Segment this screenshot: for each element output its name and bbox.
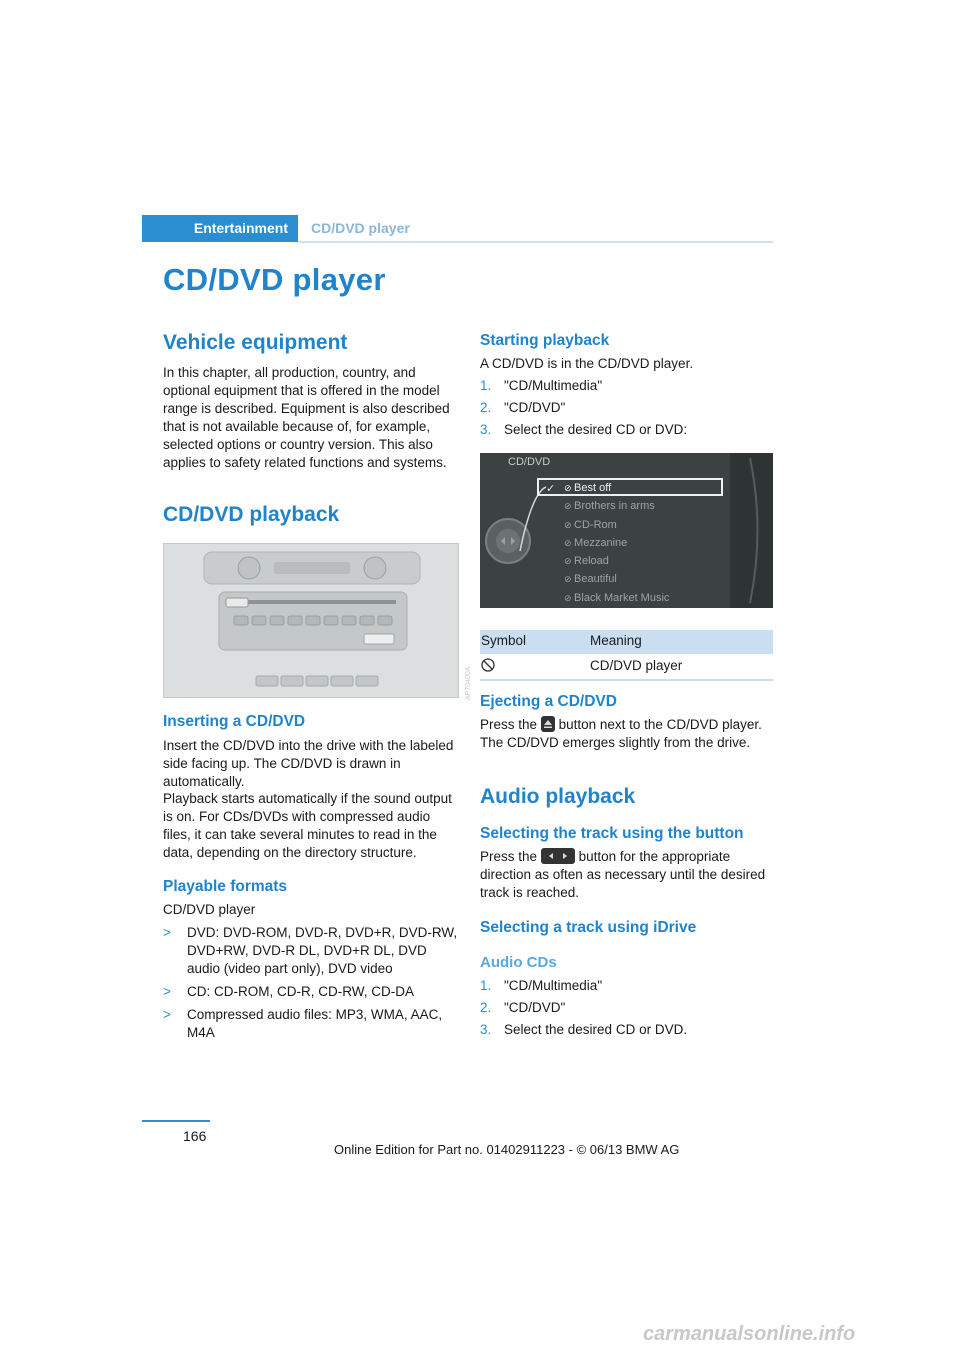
list-item <box>480 421 773 439</box>
step-text: "CD/DVD" <box>504 400 566 415</box>
list-item <box>480 1021 773 1039</box>
step-text: Select the desired CD or DVD. <box>504 1022 688 1037</box>
bullet-marker: > <box>163 925 171 940</box>
console-photo <box>163 543 459 698</box>
audio-heading: Audio playback <box>480 785 636 808</box>
formats-intro: CD/DVD player <box>163 902 256 917</box>
page-number: 166 <box>183 1128 207 1144</box>
screen-list-item[interactable]: ⊘ Reload <box>564 555 609 568</box>
step-text: "CD/Multimedia" <box>504 978 603 993</box>
track-button-icon <box>541 848 575 864</box>
cd-dvd-icon <box>481 658 495 677</box>
list-item <box>163 983 461 1001</box>
step-text: Select the desired CD or DVD: <box>504 422 688 437</box>
eject-button-icon <box>541 716 555 732</box>
photo-code: AP70400A <box>465 666 472 700</box>
ejecting-heading: Ejecting a CD/DVD <box>480 693 617 710</box>
symbol-table-header <box>480 630 773 654</box>
disc-icon: ⊘ <box>564 501 575 512</box>
list-item <box>480 999 773 1017</box>
disc-icon: ⊘ <box>564 574 575 585</box>
disc-icon: ⊘ <box>564 537 575 548</box>
page-title: CD/DVD player <box>163 262 386 297</box>
screen-title: CD/DVD <box>508 456 551 468</box>
list-item-text: DVD: DVD-ROM, DVD-R, DVD+R, DVD-RW, DVD+RW, DVD-R DL, DVD+R DL, DVD audio (video part only), DVD video <box>187 925 458 976</box>
cd-playback-heading: CD/DVD playback <box>163 503 340 526</box>
list-item <box>480 399 773 417</box>
idrive-screen <box>480 453 773 608</box>
screen-list-item[interactable]: ⊘ Brothers in arms <box>564 500 655 513</box>
audio-steps <box>480 977 773 1043</box>
inserting-text-2: Playback starts automatically if the sound output is on. For CDs/DVDs with compressed audio files, it can take several minutes to read in the data, depending on the directory structure. <box>163 791 452 860</box>
disc-icon: ⊘ <box>564 519 575 530</box>
screen-list[interactable] <box>564 479 669 607</box>
idrive-heading: Selecting a track using iDrive <box>480 919 697 936</box>
step-number: 2. <box>480 400 492 415</box>
list-item <box>480 977 773 995</box>
inserting-text-1: Insert the CD/DVD into the drive with the labeled side facing up. The CD/DVD is drawn in automatically. <box>163 738 454 789</box>
list-item-text: Compressed audio files: MP3, WMA, AAC, M4A <box>187 1007 443 1040</box>
formats-heading: Playable formats <box>163 878 288 895</box>
section-tab: Entertainment <box>142 215 298 242</box>
list-item <box>163 924 461 978</box>
console-illustration <box>164 544 459 698</box>
ejecting-text: Press the button next to the CD/DVD player. The CD/DVD emerges slightly from the drive. <box>480 717 762 750</box>
starting-intro: A CD/DVD is in the CD/DVD player. <box>480 356 694 371</box>
step-number: 1. <box>480 378 492 393</box>
disc-icon: ⊘ <box>564 556 575 567</box>
step-text: "CD/Multimedia" <box>504 378 603 393</box>
button-text: Press the button for the appropriate direction as often as necessary until the desired track is reached. <box>480 849 766 900</box>
col-symbol: Symbol <box>481 633 527 648</box>
screen-list-item[interactable]: ⊘ Black Market Music <box>564 591 670 604</box>
button-heading: Selecting the track using the button <box>480 825 744 842</box>
bullet-marker: > <box>163 1007 171 1022</box>
step-number: 2. <box>480 1000 492 1015</box>
screen-list-item[interactable]: ⊘ Mezzanine <box>564 536 628 549</box>
vehicle-equipment-text: In this chapter, all production, country, and optional equipment that is offered in the model range is described. Equipment is also described that is not available because of, for example, selected options or country version. This also applies to safety related functions and systems. <box>163 365 450 470</box>
watermark: carmanualsonline.info <box>643 1323 856 1345</box>
list-item <box>163 1006 461 1042</box>
edition-note: Online Edition for Part no. 01402911223 - © 06/13 BMW AG <box>334 1142 680 1157</box>
disc-icon: ⊘ <box>564 483 575 493</box>
subsection-title: CD/DVD player <box>311 220 410 236</box>
col-meaning: Meaning <box>590 633 642 648</box>
list-item <box>480 377 773 395</box>
header-divider <box>298 241 773 243</box>
audio-cds-heading: Audio CDs <box>480 954 557 971</box>
starting-steps <box>480 377 773 443</box>
svg-text:✓: ✓ <box>546 482 556 495</box>
screen-list-item-selected[interactable]: ⊘ Best off <box>564 482 612 494</box>
screen-list-item[interactable]: ⊘ CD-Rom <box>564 518 617 531</box>
list-item-text: CD: CD-ROM, CD-R, CD-RW, CD-DA <box>187 984 414 999</box>
step-number: 1. <box>480 978 492 993</box>
screen-list-item[interactable]: ⊘ Beautiful <box>564 573 617 586</box>
step-number: 3. <box>480 1022 492 1037</box>
formats-list <box>163 924 461 1047</box>
disc-icon: ⊘ <box>564 592 575 603</box>
inserting-heading: Inserting a CD/DVD <box>163 713 306 730</box>
starting-heading: Starting playback <box>480 332 610 349</box>
step-text: "CD/DVD" <box>504 1000 566 1015</box>
step-number: 3. <box>480 422 492 437</box>
vehicle-equipment-heading: Vehicle equipment <box>163 331 348 354</box>
symbol-meaning: CD/DVD player <box>590 658 683 673</box>
footer-line <box>142 1120 210 1122</box>
table-divider <box>480 679 773 681</box>
bullet-marker: > <box>163 984 171 999</box>
